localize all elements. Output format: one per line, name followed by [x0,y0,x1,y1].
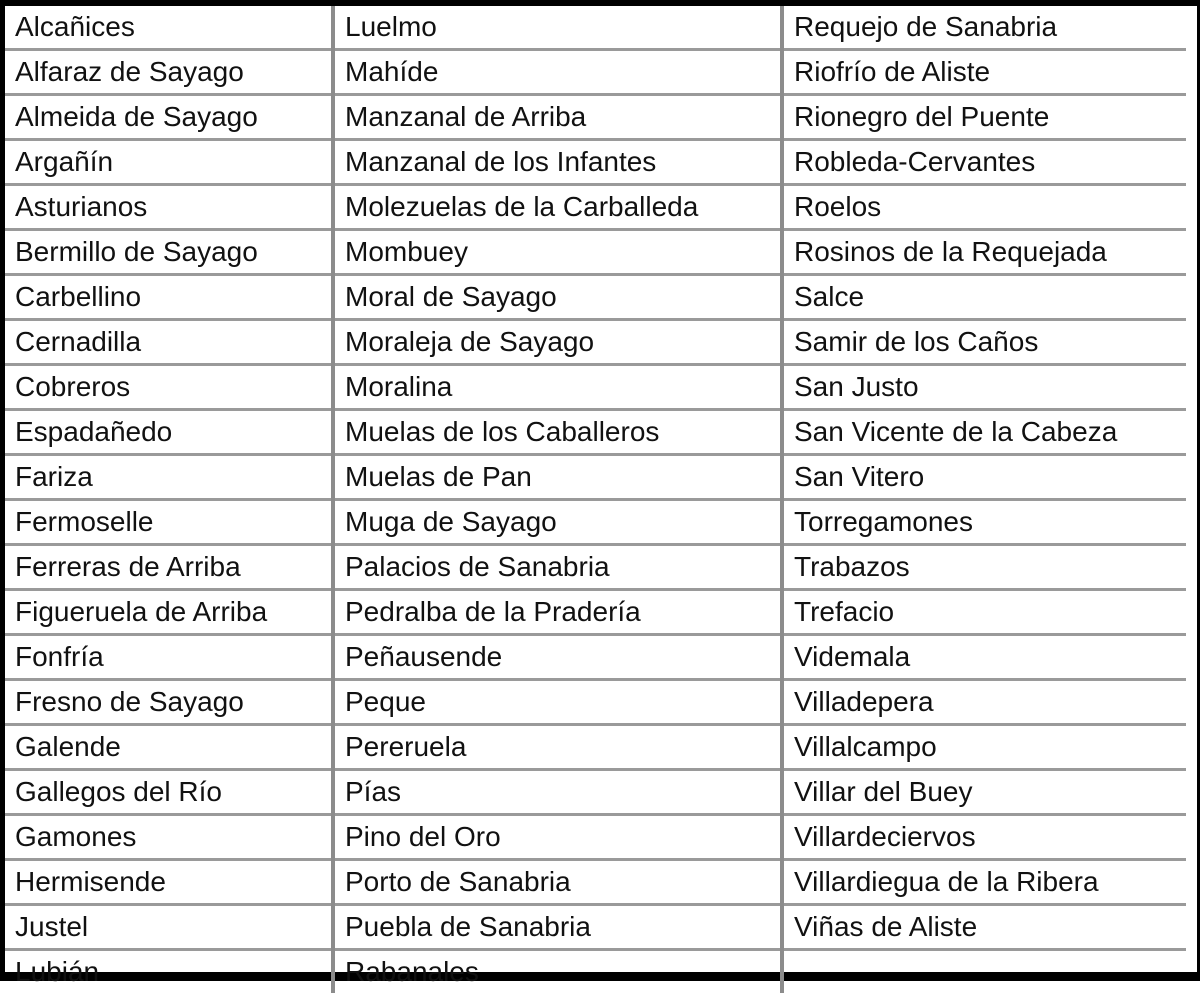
table-cell: Lubián [5,950,333,993]
table-row [5,185,1186,230]
table-cell: Salce [782,275,1186,320]
table-cell: Pedralba de la Pradería [333,590,782,635]
table-cell: Villalcampo [782,725,1186,770]
table-row [5,50,1186,95]
table-cell: Ferreras de Arriba [5,545,333,590]
table-cell: Moraleja de Sayago [333,320,782,365]
table-cell: Luelmo [333,6,782,50]
table-cell: Palacios de Sanabria [333,545,782,590]
table-cell: Gallegos del Río [5,770,333,815]
table-row [5,905,1186,950]
table-row [5,590,1186,635]
table-row [5,140,1186,185]
table-cell: Villadepera [782,680,1186,725]
table-cell: Villardiegua de la Ribera [782,860,1186,905]
table-row [5,545,1186,590]
table-cell: Roelos [782,185,1186,230]
table-row [5,275,1186,320]
table-cell: Viñas de Aliste [782,905,1186,950]
table-row [5,770,1186,815]
table-cell: Fermoselle [5,500,333,545]
table-row [5,410,1186,455]
table-cell: Bermillo de Sayago [5,230,333,275]
table-cell: Espadañedo [5,410,333,455]
table-cell: Trefacio [782,590,1186,635]
table-row [5,6,1186,50]
table-row [5,635,1186,680]
table-cell: Muelas de los Caballeros [333,410,782,455]
table-cell: Muga de Sayago [333,500,782,545]
table-cell: Moral de Sayago [333,275,782,320]
table-cell: Fresno de Sayago [5,680,333,725]
table-cell: Villardeciervos [782,815,1186,860]
table-cell: Pías [333,770,782,815]
table-cell: Cernadilla [5,320,333,365]
table-cell: Figueruela de Arriba [5,590,333,635]
table-cell: Requejo de Sanabria [782,6,1186,50]
table-cell: Mombuey [333,230,782,275]
table-cell: Argañín [5,140,333,185]
table-cell: Videmala [782,635,1186,680]
table-row [5,725,1186,770]
table-cell: Villar del Buey [782,770,1186,815]
table-cell: San Vitero [782,455,1186,500]
table-cell: Justel [5,905,333,950]
table-cell: Puebla de Sanabria [333,905,782,950]
municipality-table [5,6,1186,993]
table-cell: Pino del Oro [333,815,782,860]
table-cell: Porto de Sanabria [333,860,782,905]
table-cell: Gamones [5,815,333,860]
table-cell: Riofrío de Aliste [782,50,1186,95]
table-cell: Carbellino [5,275,333,320]
table-cell: Robleda-Cervantes [782,140,1186,185]
table-cell: Manzanal de los Infantes [333,140,782,185]
table-row [5,230,1186,275]
table-row [5,950,1186,993]
table-cell: Moralina [333,365,782,410]
table-cell [782,950,1186,993]
table-cell: Muelas de Pan [333,455,782,500]
table-cell: Alcañices [5,6,333,50]
table-cell: Alfaraz de Sayago [5,50,333,95]
table-cell: Pereruela [333,725,782,770]
table-row [5,860,1186,905]
table-row [5,95,1186,140]
table-cell: Fonfría [5,635,333,680]
table-row [5,320,1186,365]
table-cell: San Vicente de la Cabeza [782,410,1186,455]
table-cell: Molezuelas de la Carballeda [333,185,782,230]
table-row [5,815,1186,860]
table-row [5,680,1186,725]
table-cell: Peñausende [333,635,782,680]
table-cell: Rionegro del Puente [782,95,1186,140]
table-cell: Torregamones [782,500,1186,545]
table-cell: Trabazos [782,545,1186,590]
table-cell: Cobreros [5,365,333,410]
table-cell: Hermisende [5,860,333,905]
table-cell: Almeida de Sayago [5,95,333,140]
table-row [5,500,1186,545]
table-cell: Rabanales [333,950,782,993]
table-row [5,365,1186,410]
table-cell: Asturianos [5,185,333,230]
table-cell: Samir de los Caños [782,320,1186,365]
table-cell: San Justo [782,365,1186,410]
table-cell: Fariza [5,455,333,500]
table-row [5,455,1186,500]
table-body [5,6,1186,993]
table-cell: Galende [5,725,333,770]
table-cell: Mahíde [333,50,782,95]
table-cell: Rosinos de la Requejada [782,230,1186,275]
table-cell: Manzanal de Arriba [333,95,782,140]
table-cell: Peque [333,680,782,725]
